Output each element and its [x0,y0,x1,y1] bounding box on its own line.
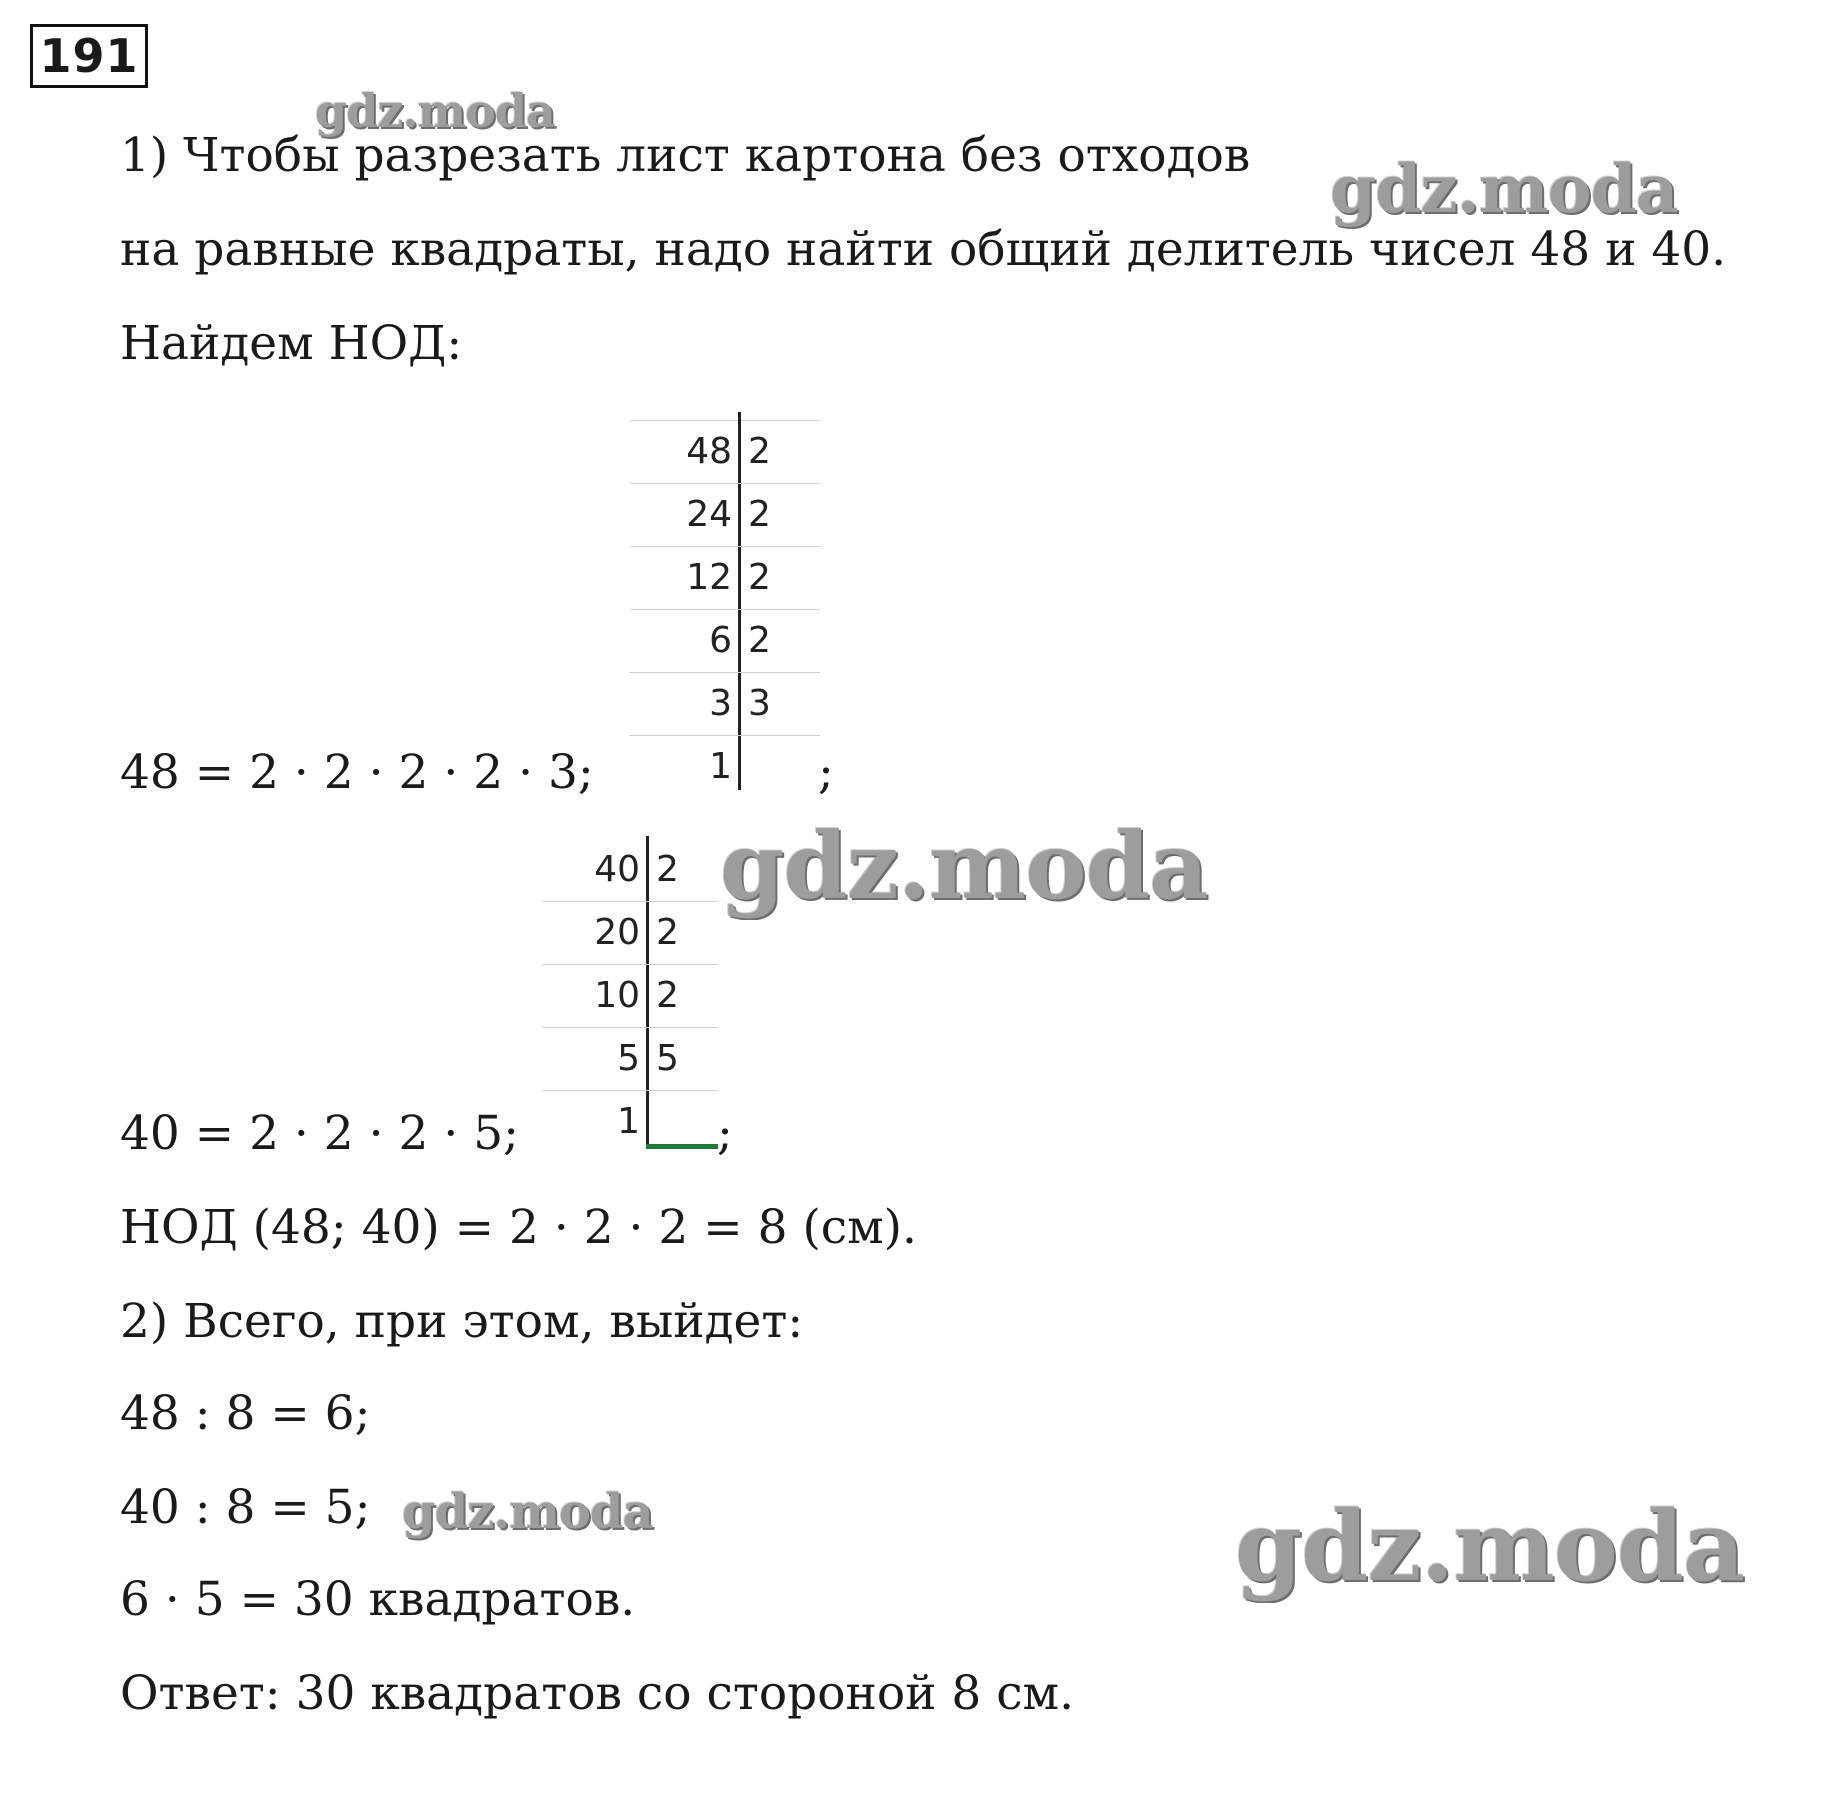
factorization-table-48 [630,420,820,800]
watermark: gdz.moda [1330,150,1678,228]
factorization-row [630,483,820,547]
factorization-number: 6 [709,620,732,661]
factorization-row [630,735,820,798]
factorization-row [542,901,718,965]
factorization-table-40 [542,838,718,1158]
watermark: gdz.moda [402,1484,653,1540]
factorization-row [630,609,820,673]
watermark: gdz.moda [1235,1490,1745,1603]
factorization-row [630,672,820,736]
factorization-row [542,1090,718,1153]
factorization-divisor: 2 [656,849,679,890]
factorization-number: 48 [686,431,732,472]
factorization-number: 24 [686,494,732,535]
factorization-divisor: 2 [748,620,771,661]
text-line-7: 2) Всего, при этом, выйдет: [120,1294,804,1349]
factorization-row [630,420,820,484]
semicolon: ; [818,745,834,800]
text-line-1: 1) Чтобы разрезать лист картона без отходов [120,128,1251,183]
text-line-48-factors: 48 = 2 · 2 · 2 · 2 · 3; [120,745,594,800]
factorization-divisor: 2 [748,494,771,535]
factorization-divisor: 2 [748,431,771,472]
factorization-number: 12 [686,557,732,598]
text-line-10: 6 · 5 = 30 квадратов. [120,1572,636,1627]
factorization-divisor: 2 [748,557,771,598]
factorization-number: 5 [617,1038,640,1079]
text-line-40-factors: 40 = 2 · 2 · 2 · 5; [120,1106,519,1161]
factorization-divisor: 2 [656,912,679,953]
factorization-number: 1 [617,1101,640,1142]
problem-number: 191 [30,24,148,88]
text-line-2: на равные квадраты, надо найти общий делитель чисел 48 и 40. [120,222,1727,277]
factorization-divisor: 2 [656,975,679,1016]
factorization-number: 40 [594,849,640,890]
factorization-divisor: 3 [748,683,771,724]
text-line-answer: Ответ: 30 квадратов со стороной 8 см. [120,1666,1075,1721]
text-line-3: Найдем НОД: [120,316,463,371]
factorization-number: 10 [594,975,640,1016]
watermark: gdz.moda [315,84,555,138]
watermark: gdz.moda [720,812,1208,920]
factorization-divisor: 5 [656,1038,679,1079]
factorization-number: 3 [709,683,732,724]
factorization-row [542,964,718,1028]
text-line-gcd: НОД (48; 40) = 2 · 2 · 2 = 8 (см). [120,1200,917,1255]
factorization-number: 1 [709,746,732,787]
factorization-row [542,838,718,902]
text-line-8: 48 : 8 = 6; [120,1386,371,1441]
semicolon: ; [717,1106,733,1161]
factorization-number: 20 [594,912,640,953]
factorization-row [542,1027,718,1091]
factorization-row [630,546,820,610]
text-line-9: 40 : 8 = 5; [120,1480,371,1535]
